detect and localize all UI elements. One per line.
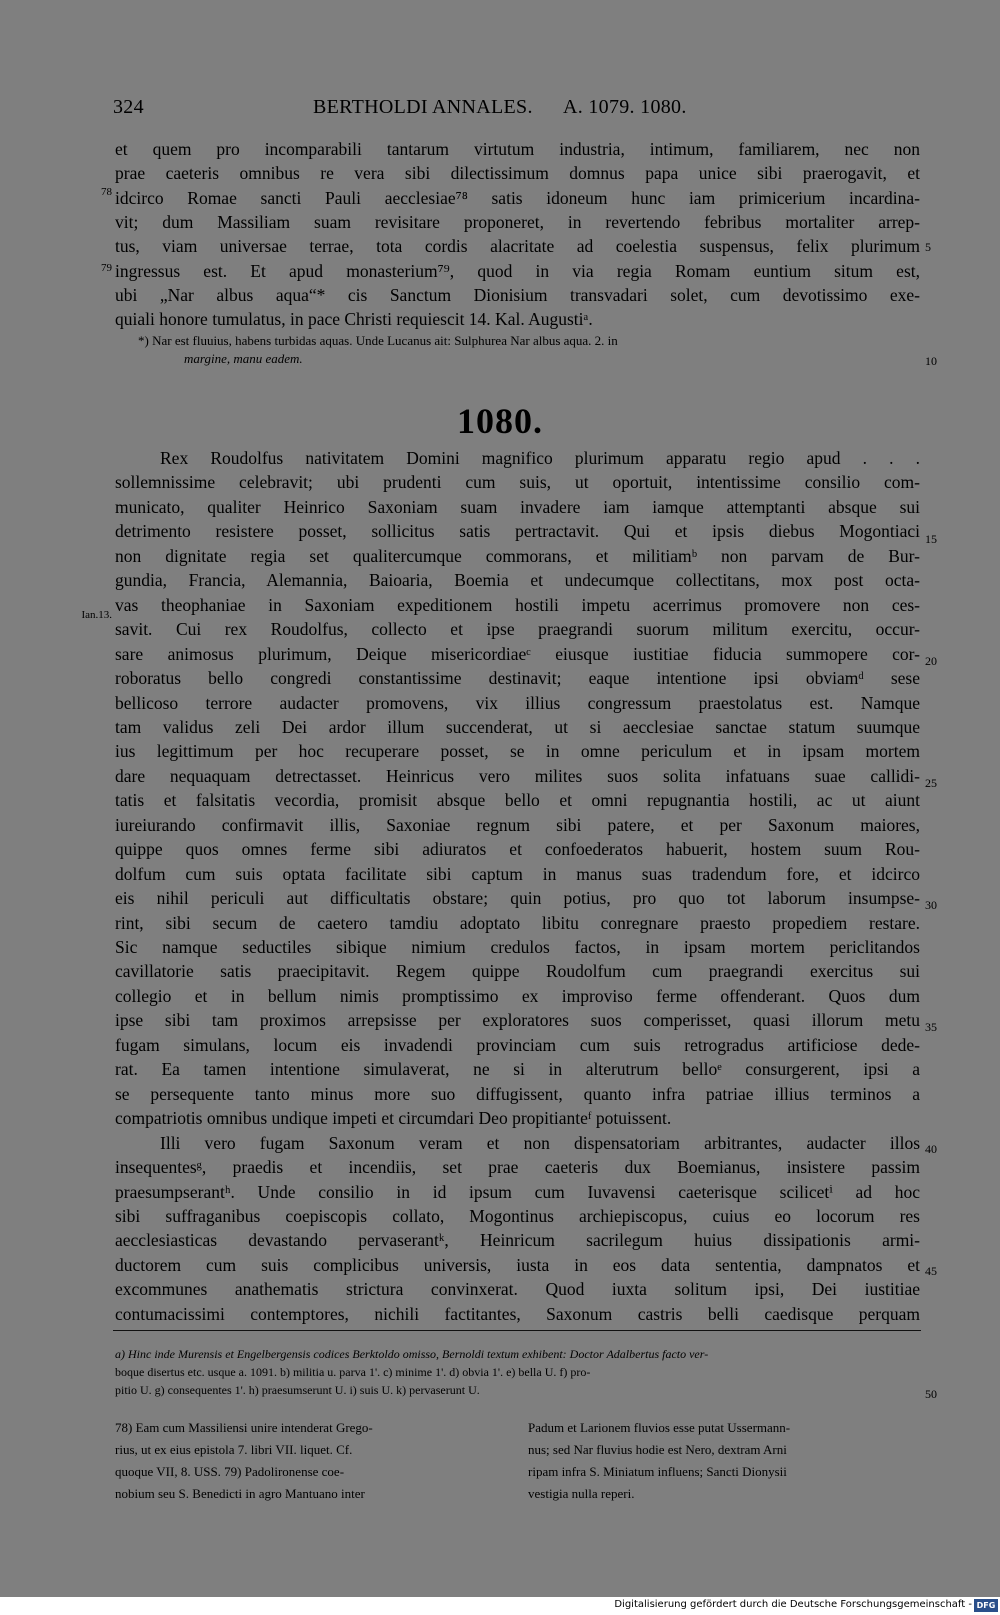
text-line: excommunes anathematis strictura convinxerat. Quod iuxta solitum ipsi, Dei iustitiae bbox=[115, 1279, 920, 1300]
text-line: cavillatorie satis praecipitavit. Regem quippe Roudolfum cum praegrandi exercitus sui bbox=[115, 961, 920, 982]
footnote-line: boque disertus etc. usque a. 1091. b) militia u. parva 1'. c) minime 1'. d) obvia 1'. e) bella U. f) pro- bbox=[115, 1365, 591, 1379]
text-line: gundia, Francia, Alemannia, Baioaria, Boemia et undecumque collectitans, mox post octa- bbox=[115, 570, 920, 591]
text-line: rat. Ea tamen intentione simulaverat, ne si in alterutrum belloᵉ consurgerent, ipsi a bbox=[115, 1059, 920, 1080]
text-line: praesumpserantʰ. Unde consilio in id ipsum cum Iuvavensi caeterisque scilicetⁱ ad hoc bbox=[115, 1181, 920, 1202]
text-line: non dignitate regia set qualitercumque commorans, et militiamᵇ non parvam de Bur- bbox=[115, 545, 920, 566]
page-header bbox=[113, 96, 718, 122]
text-line: sare animosus plurimum, Deique misericordiaeᶜ eiusque iustitiae fiducia summopere cor- bbox=[115, 643, 920, 664]
year-heading: 1080. bbox=[457, 401, 543, 441]
text-line: Illi vero fugam Saxonum veram et non dispensatoriam arbitrantes, audacter illos bbox=[160, 1132, 920, 1153]
text-line: roboratus bello congredi constantissime destinavit; eaque intentione ipsi obviamᵈ sese bbox=[115, 668, 920, 689]
text-line: ubi „Nar albus aqua“* cis Sanctum Dionisium transvadari solet, cum devotissimo exe- bbox=[115, 284, 920, 305]
text-line: vit; dum Massiliam suam revisitare proponeret, in revertendo febribus mortaliter arrep- bbox=[115, 211, 920, 232]
line-number-35: 35 bbox=[925, 1020, 937, 1034]
text-line: bellicoso terrore audacter promovens, vix illius congressum praestolatus est. Namque bbox=[115, 692, 920, 713]
text-line: dare nequaquam detrectasset. Heinricus vero milites suos solita infatuans suae callidi- bbox=[115, 765, 920, 786]
text-line: prae caeteris omnibus re vera sibi dilectissimum domnus papa unice sibi praerogavit, et bbox=[115, 163, 920, 184]
dfg-logo-icon: DFG bbox=[974, 1599, 998, 1612]
line-number-5: 5 bbox=[925, 240, 931, 254]
footnote-line: nus; sed Nar fluvius hodie est Nero, dextram Arni bbox=[528, 1442, 787, 1457]
line-number-45: 45 bbox=[925, 1264, 937, 1278]
margin-date-jan13: Ian.13. bbox=[81, 609, 112, 621]
footnote-line: quoque VII, 8. USS. 79) Padolironense coe- bbox=[115, 1464, 345, 1479]
text-line: tus, viam universae terrae, tota cordis alacritate ad coelestia suspensus, felix plurimum bbox=[115, 236, 920, 257]
text-line: ipse sibi tam proximos arrepsisse per exploratores suos comperisset, quasi illorum metu bbox=[115, 1010, 920, 1031]
line-number-40: 40 bbox=[925, 1142, 937, 1156]
text-line: contumacissimi contemptores, nichili factitantes, Saxonum castris belli caedisque perquam bbox=[115, 1303, 920, 1324]
star-note-line-2: margine, manu eadem. bbox=[184, 351, 303, 366]
text-line: ingressus est. Et apud monasterium⁷⁹, quod in via regia Romam euntium situm est, bbox=[115, 260, 920, 281]
text-line: vas theophaniae in Saxoniam expeditionem hostili impetu acerrimus promovere non ces- bbox=[115, 594, 920, 615]
dfg-credit-text: Digitalisierung gefördert durch die Deutsche Forschungsgemeinschaft - bbox=[614, 1599, 972, 1610]
footnote-line: vestigia nulla reperi. bbox=[528, 1486, 635, 1501]
star-note-line-1: *) Nar est fluuius, habens turbidas aquas. Unde Lucanus ait: Sulphurea Nar albus aqua. 2. in bbox=[138, 333, 618, 348]
text-line: iureiurando confirmavit illis, Saxoniae regnum sibi patere, et per Saxonum maiores, bbox=[115, 814, 920, 835]
text-line: Rex Roudolfus nativitatem Domini magnifico plurimum apparatu regio apud . . . bbox=[160, 448, 920, 468]
text-line: Sic namque seductiles sibique nimium credulos factos, in ipsam mortem periclitandos bbox=[115, 937, 920, 957]
text-line: tam validus zeli Dei ardor illum succenderat, ut si aecclesiae sanctae statum suumque bbox=[115, 716, 920, 737]
text-line: se persequente tanto minus more suo diffugissent, quanto infra patriae illius terminos a bbox=[115, 1083, 920, 1104]
page-number: 324 bbox=[113, 96, 144, 118]
footnote-line: 78) Eam cum Massiliensi unire intenderat Grego- bbox=[115, 1420, 373, 1435]
footnote-line: a) Hinc inde Murensis et Engelbergensis codices Berktoldo omisso, Bernoldi textum exhibent: Doctor Adalbertus facto ver- bbox=[115, 1347, 709, 1361]
text-line: savit. Cui rex Roudolfus, collecto et ipse praegrandi suorum militum exercitu, occur- bbox=[115, 619, 920, 640]
footnote-line: Padum et Larionem fluvios esse putat Ussermann- bbox=[528, 1420, 791, 1435]
running-years: A. 1079. 1080. bbox=[563, 96, 687, 118]
text-line: detrimento resistere posset, sollicitus satis pertractavit. Qui et ipsis diebus Mogontiaci bbox=[115, 521, 920, 542]
text-line: insequentesᵍ, praedis et incendiis, set prae caeteris dux Boemianus, insistere passim bbox=[115, 1157, 920, 1178]
text-line: quippe quos omnes ferme sibi adiuratos et confoederatos habuerit, hostem suum Rou- bbox=[115, 839, 920, 860]
text-line: eis nihil periculi aut difficultatis obstare; quin potius, pro quo tot laborum insumpse- bbox=[115, 888, 920, 909]
text-line: rint, sibi secum de caetero tamdiu adoptato libitu conregnare praesto propediem restare. bbox=[115, 912, 920, 933]
text-line: collegio et in bellum nimis promptissimo ex improviso ferme offenderant. Quos dum bbox=[115, 985, 920, 1006]
line-number-10: 10 bbox=[925, 354, 937, 368]
text-line: ductorem cum suis complicibus universis, iusta in eos data sententia, dampnatos et bbox=[115, 1254, 920, 1275]
margin-note-78: 78 bbox=[101, 186, 112, 198]
footnote-line: nobium seu S. Benedicti in agro Mantuano inter bbox=[115, 1486, 365, 1501]
footnote-line: ripam infra S. Miniatum influens; Sancti Dionysii bbox=[528, 1464, 787, 1479]
text-line: dolfum cum suis optata facilitate sibi captum in manus suas tradendum fore, et idcirco bbox=[115, 863, 920, 884]
running-title: BERTHOLDI ANNALES. bbox=[313, 96, 533, 118]
text-line: tatis et falsitatis vecordia, promisit absque bello et omni repugnantia hostili, ac ut aiunt bbox=[115, 790, 920, 811]
margin-note-79: 79 bbox=[101, 262, 112, 274]
text-line: compatriotis omnibus undique impeti et circumdari Deo propitianteᶠ potuissent. bbox=[115, 1108, 672, 1129]
text-line: quiali honore tumulatus, in pace Christi requiescit 14. Kal. Augustiᵃ. bbox=[115, 309, 593, 330]
text-line: idcirco Romae sancti Pauli aecclesiae⁷⁸ satis idoneum hunc iam primicerium incardina- bbox=[115, 187, 920, 208]
line-number-20: 20 bbox=[925, 654, 937, 668]
text-line: ius legittimum per hoc recuperare posset, se in omne periculum et in ipsam mortem bbox=[115, 741, 920, 762]
line-number-15: 15 bbox=[925, 532, 937, 546]
footnote-line: rius, ut ex eius epistola 7. libri VII. liquet. Cf. bbox=[115, 1442, 353, 1457]
line-number-25: 25 bbox=[925, 776, 937, 790]
text-line: sibi suffraganibus coepiscopis collato, Mogontinus archiepiscopus, cuius eo locorum res bbox=[115, 1205, 920, 1226]
text-line: municato, qualiter Heinrico Saxoniam suam invadere iam iamque attemptanti absque sui bbox=[115, 496, 920, 517]
text-line: aecclesiasticas devastando pervaserantᵏ, Heinricum sacrilegum huius dissipationis armi- bbox=[115, 1230, 920, 1251]
text-line: sollemnissime celebravit; ubi prudenti cum suis, ut oportuit, intentissime consilio com- bbox=[115, 472, 920, 493]
text-line: fugam simulans, locum eis invadendi provinciam cum suis retrogradus artificiose dede- bbox=[115, 1034, 920, 1055]
line-number-30: 30 bbox=[925, 898, 937, 912]
line-number-50: 50 bbox=[925, 1387, 937, 1401]
text-line: et quem pro incomparabili tantarum virtutum industria, intimum, familiarem, nec non bbox=[115, 139, 920, 159]
footnote-line: pitio U. g) consequentes 1'. h) praesumserunt U. i) suis U. k) pervaserunt U. bbox=[115, 1383, 480, 1397]
footnote-divider bbox=[113, 1330, 921, 1331]
